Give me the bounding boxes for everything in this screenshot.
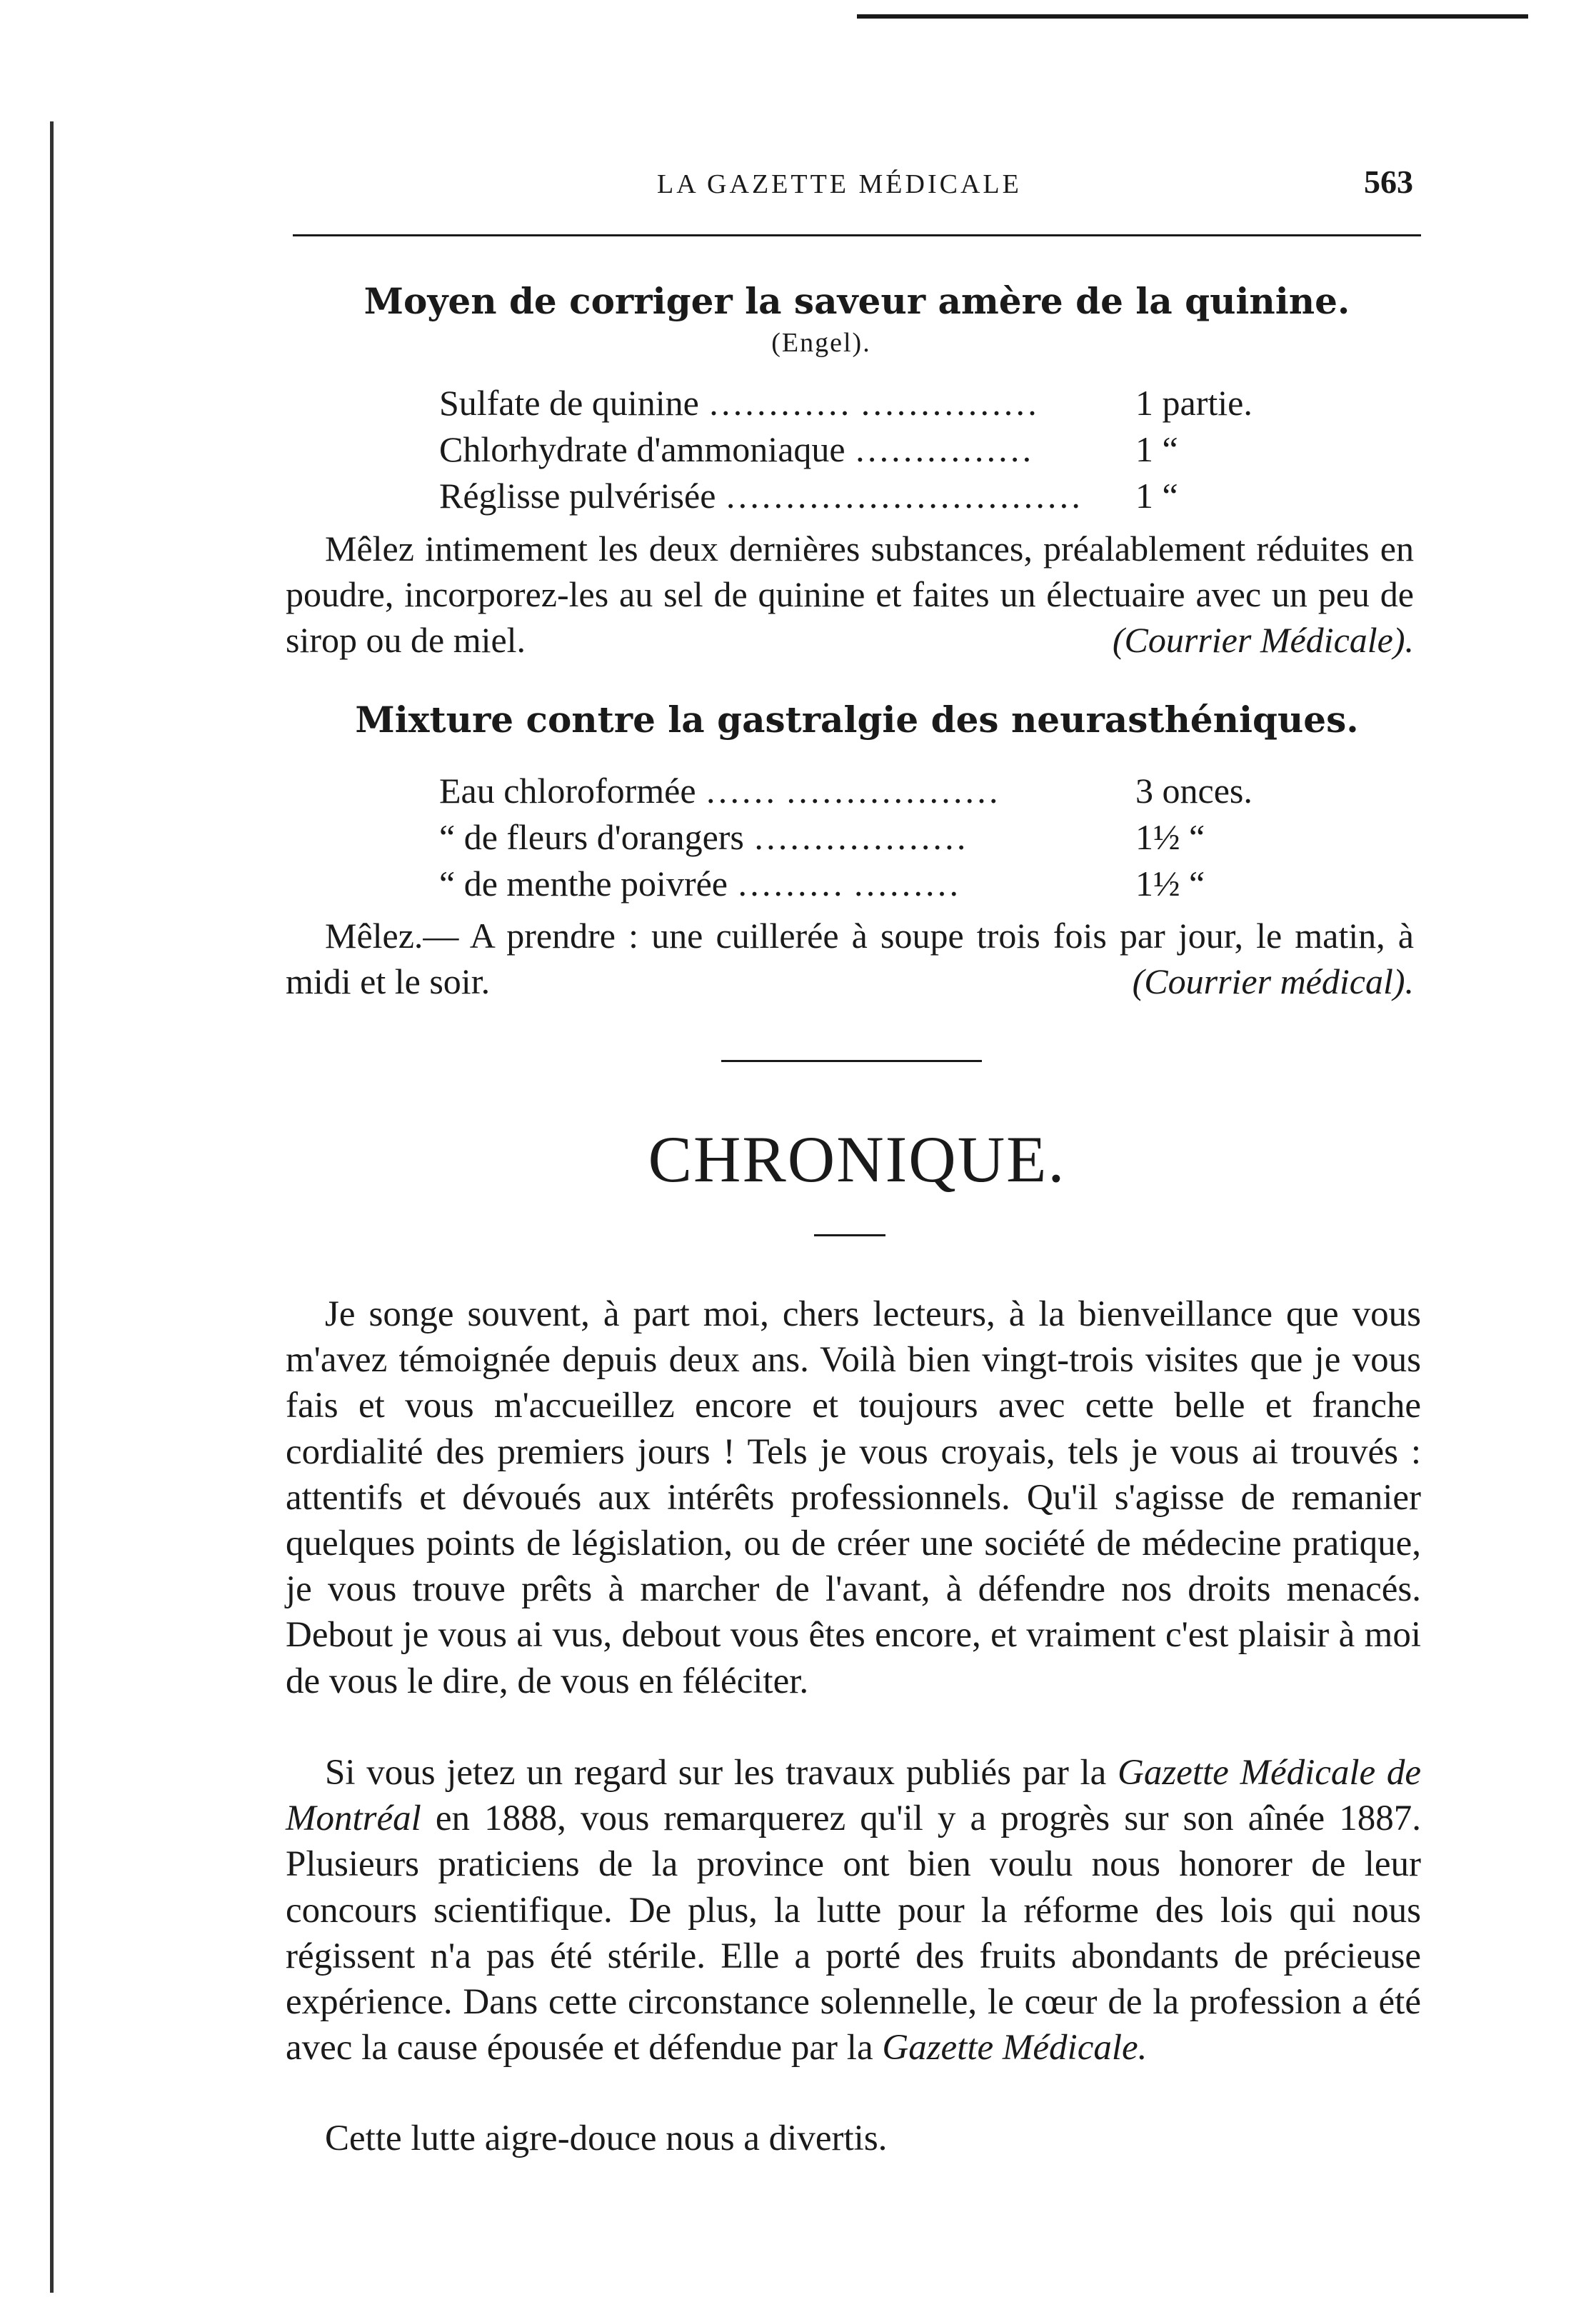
recipe-instructions bbox=[286, 913, 1414, 1004]
header-rule bbox=[293, 234, 1421, 236]
ingredient-quantity: 1 partie. bbox=[1135, 383, 1253, 423]
binding-edge bbox=[50, 121, 54, 2293]
ingredient-quantity: 1 “ bbox=[1135, 429, 1178, 469]
ingredient-name: “ de fleurs d'orangers ……………… bbox=[439, 817, 968, 857]
ingredient-row bbox=[439, 475, 1268, 521]
paragraph-text: en 1888, vous remarquerez qu'il y a progrès sur son aînée 1887. Plusieurs praticiens de la province ont bien voulu nous honorer de leur concours scientifique. De plus, la lutte pour la réforme des lois qui nous régissent n'a pas été stérile. Elle a porté des fruits abondants de précieuse expérience. Dans cette circonstance solennelle, le cœur de la profession a été avec la cause épousée et défendue par la bbox=[286, 1798, 1422, 2068]
recipe-instructions bbox=[286, 526, 1414, 663]
recipe-source: (Courrier Médicale). bbox=[1112, 620, 1414, 660]
section-title: CHRONIQUE. bbox=[648, 1123, 1066, 1196]
ingredient-row bbox=[439, 816, 1268, 862]
ingredient-quantity: 3 onces. bbox=[1135, 771, 1253, 811]
top-edge-rule bbox=[857, 14, 1528, 19]
ingredient-row bbox=[439, 863, 1268, 909]
ingredient-name: “ de menthe poivrée ……… ……… bbox=[439, 864, 960, 904]
ingredient-name: Eau chloroformée …… ……………… bbox=[439, 771, 1000, 811]
page-number: 563 bbox=[1364, 164, 1413, 200]
ingredient-row bbox=[439, 770, 1268, 816]
running-header-title: LA GAZETTE MÉDICALE bbox=[657, 169, 1022, 199]
recipe-title-gastralgie: Mixture contre la gastralgie des neurasthéniques. bbox=[355, 699, 1359, 741]
recipe-title-quinine: Moyen de corriger la saveur amère de la quinine. bbox=[363, 280, 1350, 322]
recipe-author: (Engel). bbox=[771, 328, 871, 358]
ingredient-row bbox=[439, 429, 1268, 474]
journal-title: Gazette Médicale. bbox=[882, 2028, 1148, 2068]
chronique-paragraph-2 bbox=[286, 1750, 1421, 2071]
section-divider bbox=[721, 1060, 982, 1062]
ingredient-quantity: 1½ “ bbox=[1135, 817, 1205, 857]
instructions-text: Mêlez intimement les deux dernières substances, préalablement réduites en poudre, incorporez-les au sel de quinine et faites un électuaire avec un peu de sirop ou de miel. bbox=[286, 529, 1414, 660]
ingredient-name: Sulfate de quinine ………… …………… bbox=[439, 383, 1038, 423]
instructions-text: Mêlez.— A prendre : une cuillerée à soupe trois fois par jour, le matin, à midi et le soir. bbox=[286, 916, 1414, 1001]
ingredient-quantity: 1 “ bbox=[1135, 476, 1178, 516]
ingredient-row bbox=[439, 382, 1268, 428]
title-underline bbox=[814, 1234, 885, 1236]
chronique-paragraph-1: Je songe souvent, à part moi, chers lecteurs, à la bienveillance que vous m'avez témoignée depuis deux ans. Voilà bien vingt-trois visites que je vous fais et vous m'accueillez encore et toujours avec cette belle et franche cordialité des premiers jours ! Tels je vous croyais, tels je vous ai trouvés : attentifs et dévoués aux intérêts professionnels. Qu'il s'agisse de remanier quelques points de législation, ou de créer une société de médecine pratique, je vous trouve prêts à marcher de l'avant, à défendre nos droits menacés. Debout je vous ai vus, debout vous êtes encore, et vraiment c'est plaisir à moi de vous le dire, de vous en féléciter. bbox=[286, 1294, 1421, 1701]
paragraph-text: Si vous jetez un regard sur les travaux publiés par la bbox=[325, 1753, 1107, 1793]
recipe-source: (Courrier médical). bbox=[1132, 961, 1414, 1001]
ingredient-quantity: 1½ “ bbox=[1135, 864, 1205, 904]
journal-title: Gazette Médicale de Montréal bbox=[286, 1753, 1422, 1839]
ingredient-name: Réglisse pulvérisée ………………………… bbox=[439, 476, 1082, 516]
ingredient-name: Chlorhydrate d'ammoniaque …………… bbox=[439, 429, 1033, 469]
chronique-paragraph-3: Cette lutte aigre-douce nous a divertis. bbox=[325, 2118, 888, 2158]
